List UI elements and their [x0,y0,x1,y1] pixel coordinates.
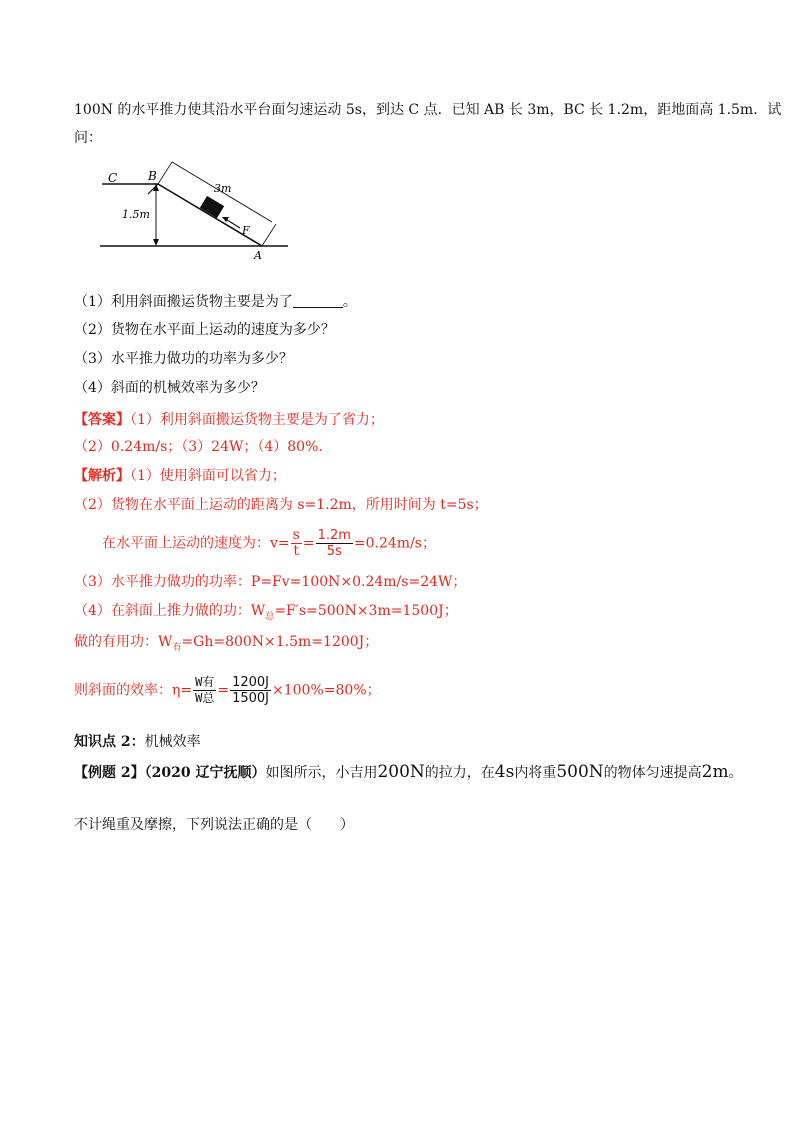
analysis-line1 [74,466,286,486]
speed-frac2-den: 5s [326,544,342,559]
useful-work-line [74,632,378,658]
answer-blank [293,293,343,308]
speed-eq: = [302,535,315,552]
total-work-prefix: （4）在斜面上推力做的功：W [74,603,266,619]
efficiency-result: ×100%=80%； [272,682,381,699]
incline-diagram [100,160,300,260]
answer-line2: （2）0.24m/s；（3）24W；（4）80%. [74,439,323,455]
question-2: （2）货物在水平面上运动的速度为多少？ [74,322,335,338]
answer-tag: 【答案】 [74,412,130,428]
cargo-box [200,196,224,218]
analysis-tag: 【解析】 [74,468,130,484]
question-3: （3）水平推力做功的功率为多少？ [74,351,293,367]
speed-formula [102,528,436,559]
efficiency-fraction-symbolic [193,675,216,706]
example-value-force: 200N [377,762,425,782]
question-1 [74,292,357,312]
efficiency-eq: = [217,682,230,699]
speed-fraction-values [316,528,353,559]
total-work-sub: 总 [265,611,275,622]
answer-line1 [74,410,384,430]
analysis-line4 [74,601,458,627]
eff-frac2-den: 1500J [232,691,270,706]
label-a: A [254,249,262,260]
example-tag: 【例题 2】（2020 辽宁抚顺） [74,765,266,781]
efficiency-formula [74,675,381,706]
knowledge-title: 机械效率 [144,734,201,750]
label-force: F [242,224,250,237]
efficiency-prefix: 则斜面的效率：η= [74,682,193,699]
answer-text-1: （1）利用斜面搬运货物主要是为了省力； [130,412,384,428]
knowledge-label: 知识点 2： [74,734,145,750]
useful-work-rest: =Gh=800N×1.5m=1200J； [181,634,379,650]
label-c: C [108,171,118,185]
speed-frac1-den: t [293,543,300,559]
example-line2: 不计绳重及摩擦，下列说法正确的是（ ） [74,817,354,833]
example-value-height: 2m [701,762,729,782]
useful-work-sub: 有 [172,642,182,653]
speed-prefix: 在水平面上运动的速度为：v= [102,535,290,552]
eff-frac1-den: W总 [195,691,215,705]
example-text-4: 的物体匀速提高 [603,765,702,781]
example-line1 [74,762,743,783]
efficiency-fraction-values [230,675,271,706]
eff-frac2-num: 1200J [232,675,270,690]
question-1-end: 。 [342,294,357,310]
example-text-2: 的拉力，在 [424,765,495,781]
label-b: B [148,169,157,183]
analysis-line3: （3）水平推力做功的功率：P=Fv=100N×0.24m/s=24W； [74,574,467,590]
problem-text-line1: 100N 的水平推力使其沿水平台面匀速运动 5s，到达 C 点．已知 AB 长 3m，BC 长 1.2m，距地面高 1.5m．试 [74,102,782,118]
analysis-line2: （2）货物在水平面上运动的距离为 s=1.2m，所用时间为 t=5s； [74,497,488,513]
speed-frac1-num: s [292,527,300,543]
example-text-5: 。 [728,765,743,781]
example-value-time: 4s [494,762,515,782]
knowledge-point [74,732,201,752]
example-value-weight: 500N [556,762,604,782]
speed-result: =0.24m/s； [353,535,436,552]
example-text-3: 内将重 [514,765,557,781]
label-height: 1.5m [122,208,150,221]
question-4: （4）斜面的机械效率为多少？ [74,380,265,396]
example-text-1: 如图所示，小吉用 [265,765,378,781]
speed-frac2-num: 1.2m [317,528,351,543]
useful-work-prefix: 做的有用功：W [74,634,173,650]
total-work-rest: =F′s=500N×3m=1500J； [274,603,458,619]
speed-fraction-symbolic [291,528,302,559]
analysis-text-1: （1）使用斜面可以省力； [130,468,286,484]
problem-text-line2: 问： [74,130,102,146]
label-length: 3m [214,182,232,195]
question-1-text: （1）利用斜面搬运货物主要是为了 [74,294,293,310]
eff-frac1-num: W有 [195,675,215,689]
